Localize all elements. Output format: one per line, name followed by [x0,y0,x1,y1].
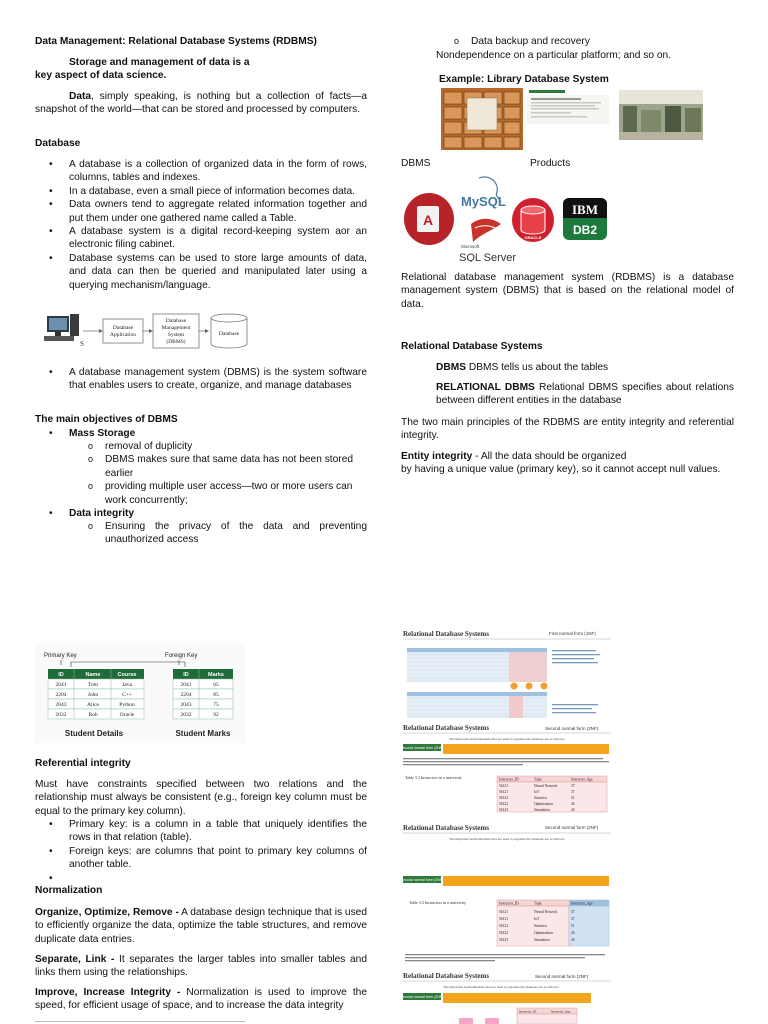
slide-table-caption: Table 3.3 Instructors in a university [405,775,462,780]
marks-cell: 92 [213,712,219,718]
sqlserver-logo-text: SQL Server [459,252,517,262]
library-interior-photo [619,90,703,140]
1nf-note-top [551,648,607,672]
norm-paragraph-1 [35,906,367,946]
instructor-cell: Simulation [534,938,550,942]
instructor-header: Instructor_Age [571,777,593,782]
dbms-label: DBMS [401,158,431,169]
data-term: Data [69,91,92,102]
instructor-header: Instructor_ID [499,777,519,782]
data-integrity-label: Data integrity [69,508,135,519]
student-details-table [48,669,144,719]
norm-term-1: Organize, Optimize, Remove - [35,907,179,918]
normalization-slides [401,624,613,1024]
norm-text-2: It separates the larger tables into smaller tables and links them using the relationships. [35,954,367,979]
database-bullets [35,158,367,292]
instructor-cell: 56122 [499,796,508,800]
objectives-heading: The main objectives of DBMS [35,414,178,425]
data-paragraph [35,90,367,117]
sqlserver-logo-icon [459,219,516,262]
database-bullet: • A database system is a digital record-keeping system aor an electronic filing cabinet. [35,225,367,252]
oracle-logo-icon [512,198,554,242]
mass-storage-label: Mass Storage [69,428,136,439]
student-cell: John [87,692,99,698]
instructor-cell: 56121 [499,790,508,794]
dbms-bullets [35,366,367,393]
relational-dbms-term: RELATIONAL DBMS [436,382,535,393]
slide-table-caption: Table 3.3 Instructors in a university [409,900,466,905]
instructor-cell: 56121 [499,917,508,921]
entity-integrity-text-2: by having a unique value (primary key), so it cannot accept null values. [401,464,721,476]
slide-2nf-tag: Second normal form (2NF) [401,878,444,882]
instructor-header: Topic [534,901,543,906]
marks-cell: 2032 [180,712,192,718]
student-cell: Oracle [119,712,135,718]
slide-second-normal-form-blue [401,876,609,961]
student-cell: 2043 [55,702,67,708]
norm-paragraph-3 [35,986,367,1013]
slide-2nf-label: Second normal form (2NF) [545,726,599,731]
instructor-cell: 43 [571,938,575,942]
data-integrity-item [35,507,367,520]
1nf-table-top [407,648,547,682]
principles-paragraph: The two main principles of the RDBMS are entity integrity and referential integrity. [401,417,734,442]
instructor-cell: 37 [571,910,575,914]
ref-bullets [35,818,367,885]
ref-paragraph: Must have constraints specified between two relations and the relationship must always be consistent (e.g., foreign key column must be equal to the primary key column). [35,779,367,817]
foreign-key-label: Foreign Key [165,653,198,659]
student-cell: Java [122,682,132,688]
app-box [103,319,143,343]
instructor-cell: 43 [571,931,575,935]
instructor-cell: 43 [571,802,575,806]
mass-storage-subitem: o providing multiple user access—two or more users can work concurrently; [35,480,367,507]
marks-cell: 2204 [180,692,192,698]
rds-heading: Relational Database Systems [401,341,543,352]
db-label: Database [218,331,240,337]
instructor-cell: 56121 [499,910,508,914]
marks-header: ID [183,672,189,678]
instructor-cell: 56122 [499,924,508,928]
instructor-header: Topic [534,777,543,782]
integrity-subitem: o Ensuring the privacy of the data and preventing unauthorized access [35,520,367,547]
app-label-1: Database [112,325,134,331]
instructor-cell: Neural Network [534,910,558,914]
mass-storage-item [35,427,367,440]
data-text: , simply speaking, is nothing but a collection of facts—a snapshot of the world—that can be stored and processed by computers. [35,91,367,116]
slide-title: Relational Database Systems [403,630,489,638]
norm-text-3: Normalization is used to improve the speed, for efficient usage of space, and to increase the data integrity [35,987,367,1012]
dbms-label-2: Management [161,325,191,331]
instructor-cell: Optimization [534,802,553,806]
slide-1nf-label: First normal form (1NF) [549,631,596,636]
entity-integrity-term: Entity integrity [401,451,473,462]
norm-paragraph-2 [35,953,367,980]
relational-dbms-text: Relational DBMS specifies about relations between different entities in the database [436,382,735,407]
instructor-cell: 37 [571,784,575,788]
computer-icon [44,314,79,341]
top-subitems [401,35,734,48]
student-header: Course [117,672,137,678]
doc-title: Data Management: Relational Database Systems (RDBMS) [35,36,317,47]
ref-bullet-empty [35,872,367,885]
database-bullet: • A database is a collection of organized data in the form of rows, columns, tables and indexes. [35,158,367,185]
database-bullet: • Data owners tend to aggregate related information together and put them under one gathered name called a Table. [35,198,367,225]
marks-cell: 85 [213,692,219,698]
student-marks-table [173,669,233,719]
svg-text:S: S [80,340,84,348]
entity-integrity-text-1: - All the data should be organized [472,451,627,462]
entity-integrity-paragraph [401,450,734,477]
instructor-cell: 37 [571,790,575,794]
ref-bullet: • Primary key: is a column in a table that uniquely identifies the rows in that relation (table). [35,818,367,845]
marks-caption: Student Marks [175,729,231,738]
access-logo-icon [404,193,454,245]
mysql-logo-icon [461,177,506,209]
marks-cell: 2041 [180,682,192,688]
slide-first-normal-form [401,624,613,720]
instructor-cell: Neural Network [534,784,558,788]
student-cell: Tom [87,682,99,688]
footnote-rule [35,1021,245,1022]
integrity-subitems [35,520,367,547]
dbms-paragraph [436,361,734,374]
student-cell: 2032 [55,712,67,718]
marks-cell: 75 [213,702,219,708]
subtitle-line-1: Storage and management of data is a [69,57,250,68]
slide-title: Relational Database Systems [403,824,489,832]
db2-logo-text: DB2 [572,223,598,237]
database-bullet: • In a database, even a small piece of information becomes data. [35,185,367,198]
1nf-table-bottom [407,692,547,718]
slide-normalization-note: The important normalizations that are used to organize the database are as follows: [449,737,565,741]
student-header: ID [58,672,64,678]
slide-normalization-note: The important normalizations that are used to organize the database are as follows: [449,837,565,841]
instructor-cell: 51 [571,924,575,928]
instructor-cell: Statistics [534,924,547,928]
norm-term-3: Improve, Increase Integrity - [35,987,181,998]
ibm-logo-text: IBM [572,202,598,217]
dbms-label-4: (DBMS) [166,339,186,345]
access-logo-letter: A [422,212,434,228]
mass-storage-subitems [35,440,367,507]
instructor-cell: 43 [571,808,575,812]
instructor-cell: 51 [571,796,575,800]
slide-title: Relational Database Systems [403,724,489,732]
subtitle-line-2: key aspect of data science. [35,70,167,81]
card-catalog-photo [441,88,523,150]
backup-item: o Data backup and recovery [401,35,734,48]
dbms-label-3: System [167,332,185,338]
slide-2nf-label: Second normal form (2NF) [535,974,589,979]
instructor-cell: Optimization [534,931,553,935]
student-header: Name [85,672,101,678]
instructor-cell: 56123 [499,938,508,942]
example-heading: Example: Library Database System [439,74,609,85]
products-label: Products [530,158,571,169]
dbms-flow-diagram [41,310,251,350]
student-cell: 2041 [55,682,67,688]
mass-storage-subitem: o removal of duplicity [35,440,367,453]
primary-key-label: Primary Key [44,653,77,659]
student-cell: C++ [122,692,132,698]
instructor-cell: 56123 [499,808,508,812]
dbms-text: DBMS tells us about the tables [466,362,609,373]
instructor-cell: Simulation [534,808,550,812]
normalization-heading: Normalization [35,885,103,896]
slide-normalization-note: The important normalizations that are used to organize the database are as follows: [443,985,559,989]
instructor-table-blue [497,900,609,946]
marks-header: Marks [208,672,224,678]
norm-term-2: Separate, Link - [35,954,115,965]
instructor-cell: 56122 [499,802,508,806]
marks-cell: 65 [213,682,219,688]
platform-line: Nondependence on a particular platform; and so on. [436,50,672,61]
student-cell: Bob [88,712,98,718]
instructor-header: Instructor_ID [519,1009,537,1014]
instructor-cell: 56122 [499,931,508,935]
slide-second-normal-form [401,720,613,846]
ibm-db2-logo-icon [563,198,607,240]
instructor-cell: Statistics [534,796,547,800]
dbms-bullet: • A database management system (DBMS) is the system software that enables users to create, organize, and manage databases [35,366,367,393]
instructor-cell: 56121 [499,784,508,788]
relational-dbms-paragraph [436,381,734,408]
mass-storage-subitem: o DBMS makes sure that same data has not been stored earlier [35,453,367,480]
slide-2nf-label: Second normal form (2NF) [545,825,599,830]
rdbms-definition: Relational database management system (RDBMS) is a database management system (DBMS) that is based on the relational model of data. [401,272,734,310]
library-photos [441,88,703,150]
database-bullet: • Database systems can be used to store large amounts of data, and data can then be queried and manipulated later using a querying mechanism/language. [35,252,367,292]
integrity-list [35,507,367,520]
slide-2nf-tag: Second normal form (2NF) [401,746,444,750]
mysql-logo-text: MySQL [461,194,506,209]
slide-second-normal-form-partial [401,972,611,1024]
ref-heading: Referential integrity [35,758,131,769]
slide-title: Relational Database Systems [403,972,489,980]
oracle-logo-text: ORACLE [524,235,542,240]
instructor-table [497,776,607,812]
student-caption: Student Details [64,729,124,738]
student-cell: Python [119,702,135,708]
ref-bullet: • Foreign keys: are columns that point to primary key columns of another table. [35,845,367,872]
instructor-header: Instructor_Age [551,1009,571,1014]
slide-2nf-tag: Second normal form (2NF) [401,995,444,999]
instructor-header: Instructor_Age [571,901,593,906]
marks-cell: 2043 [180,702,192,708]
dbms-term: DBMS [436,362,466,373]
dbms-product-logos [401,172,611,262]
database-heading: Database [35,138,81,149]
student-cell: Alice [87,702,99,708]
instructor-cell: IoT [534,790,540,794]
norm-text-1: A database design technique that is used to efficiently organize the data, optimize the table structures, and remove duplicate data entries. [35,907,367,945]
instructor-cell: 37 [571,917,575,921]
app-label-2: Application [110,332,136,338]
key-tables-figure [35,643,245,743]
dbms-label-1: Database [165,318,187,324]
microsoft-logo-text: Microsoft [461,244,480,249]
arrows-icon [511,683,548,690]
student-cell: 2204 [55,692,67,698]
objectives-list [35,427,367,440]
library-website-screenshot [527,88,609,124]
instructor-header: Instructor_ID [499,901,519,906]
instructor-cell: IoT [534,917,540,921]
